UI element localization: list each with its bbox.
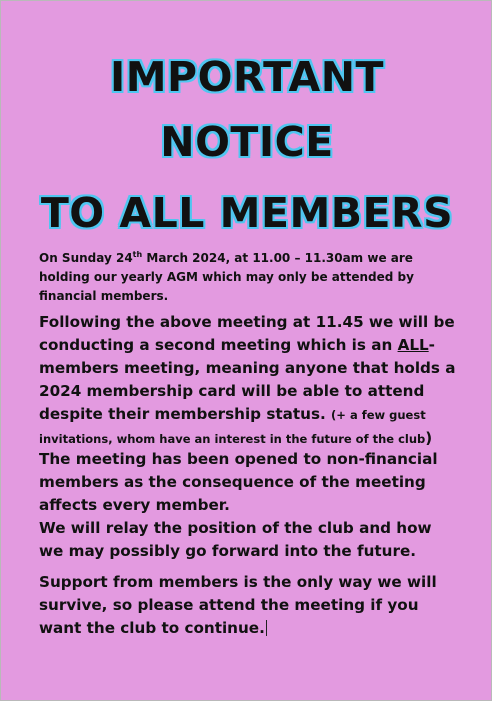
date-ordinal-suffix: th <box>132 250 143 259</box>
agm-text-start: On Sunday 24 <box>39 251 133 265</box>
club-position-paragraph: We will relay the position of the club and how we may possibly go forward into the future. <box>39 519 432 560</box>
all-emphasis: ALL <box>397 336 429 354</box>
text-cursor <box>266 620 267 636</box>
headline-important: IMPORTANT <box>110 53 384 101</box>
agm-paragraph <box>39 249 459 306</box>
agm-text-rest: March 2024, at 11.00 – 11.30am we are holding our yearly AGM which may only be attended by financial members. <box>39 251 414 303</box>
support-paragraph <box>39 571 459 640</box>
support-text: Support from members is the only way we will survive, so please attend the meeting if you want the club to continue. <box>39 573 437 637</box>
non-financial-paragraph: The meeting has been opened to non-financial members as the consequence of the meeting affects every member. <box>39 450 438 514</box>
second-meeting-text-rest: -members meeting, meaning anyone that holds a 2024 membership card will be able to attend despite their membership status. <box>39 336 456 423</box>
aside-close-paren: ) <box>425 429 433 447</box>
second-meeting-paragraph <box>39 311 459 451</box>
headline-notice: NOTICE <box>160 118 334 166</box>
guest-invitations-aside: (+ a few guest invitations, whom have an interest in the future of the club <box>39 408 426 446</box>
second-meeting-text-start: Following the above meeting at 11.45 we will be conducting a second meeting which is an <box>39 313 455 354</box>
headline-to-all-members: TO ALL MEMBERS <box>40 189 454 237</box>
